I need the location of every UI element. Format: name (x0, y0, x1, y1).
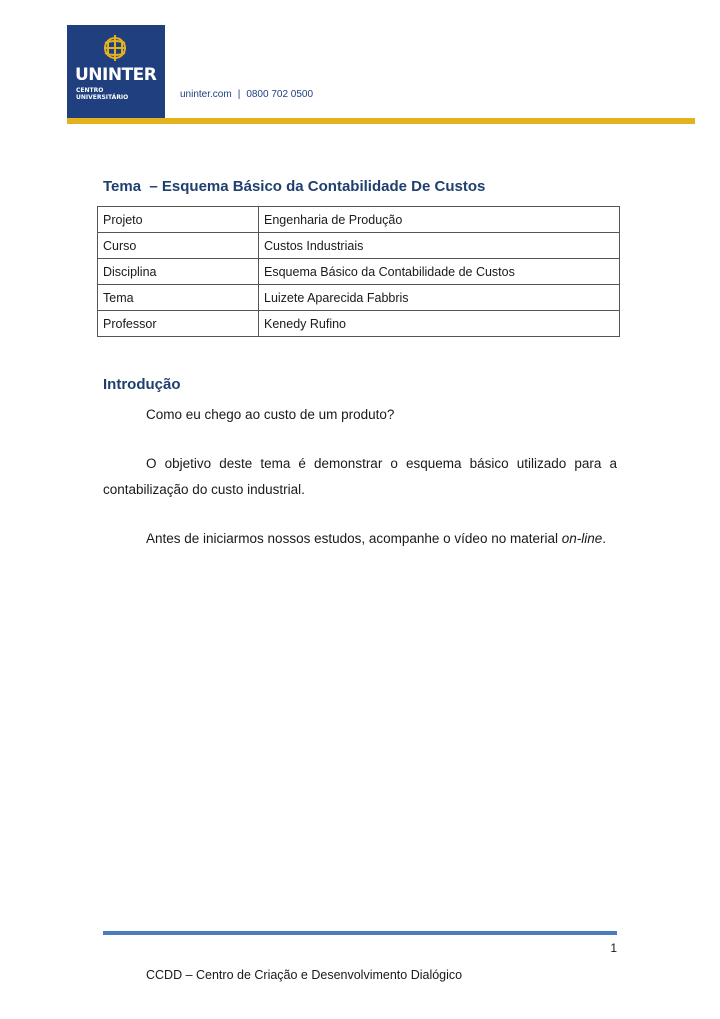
document-title: Tema – Esquema Básico da Contabilidade De Custos (103, 178, 486, 195)
footer-text: CCDD – Centro de Criação e Desenvolvimento Dialógico (146, 968, 463, 982)
intro-question: Como eu chego ao custo de um produto? (146, 407, 395, 422)
logo-subtitle-line2: UNIVERSITÁRIO (76, 94, 129, 101)
phone-text: 0800 702 0500 (246, 89, 314, 100)
table-row (98, 285, 620, 311)
contact-separator: | (237, 89, 241, 100)
row-label: Disciplina (98, 259, 259, 285)
table-row (98, 233, 620, 259)
row-value: Kenedy Rufino (259, 311, 620, 337)
section-title: Introdução (103, 376, 181, 393)
page-number: 1 (610, 941, 617, 955)
logo-subtitle-line1: CENTRO (76, 87, 104, 94)
row-value: Luizete Aparecida Fabbris (259, 285, 620, 311)
footer-rule (103, 931, 617, 935)
video-note-text: Antes de iniciarmos nossos estudos, acompanhe o vídeo no material (146, 531, 558, 546)
row-label: Projeto (98, 207, 259, 233)
table-row (98, 207, 620, 233)
table-row (98, 311, 620, 337)
course-info-table (97, 206, 620, 337)
website-text: uninter.com (180, 89, 232, 100)
video-note-italic: on-line (561, 531, 603, 546)
logo-subtitle (76, 87, 128, 101)
logo-name: UNINTER (75, 65, 157, 85)
row-label: Professor (98, 311, 259, 337)
intro-video-note (103, 526, 617, 552)
table-row (98, 259, 620, 285)
row-label: Tema (98, 285, 259, 311)
row-label: Curso (98, 233, 259, 259)
intro-objective: O objetivo deste tema é demonstrar o esquema básico utilizado para a contabilização do custo industrial. (103, 456, 617, 497)
globe-crest-icon (100, 33, 130, 63)
row-value: Engenharia de Produção (259, 207, 620, 233)
row-value: Custos Industriais (259, 233, 620, 259)
row-value: Esquema Básico da Contabilidade de Custos (259, 259, 620, 285)
uninter-logo (67, 25, 165, 119)
video-note-end: . (602, 531, 607, 546)
header-contact (180, 89, 313, 100)
header-accent-bar (67, 118, 695, 124)
